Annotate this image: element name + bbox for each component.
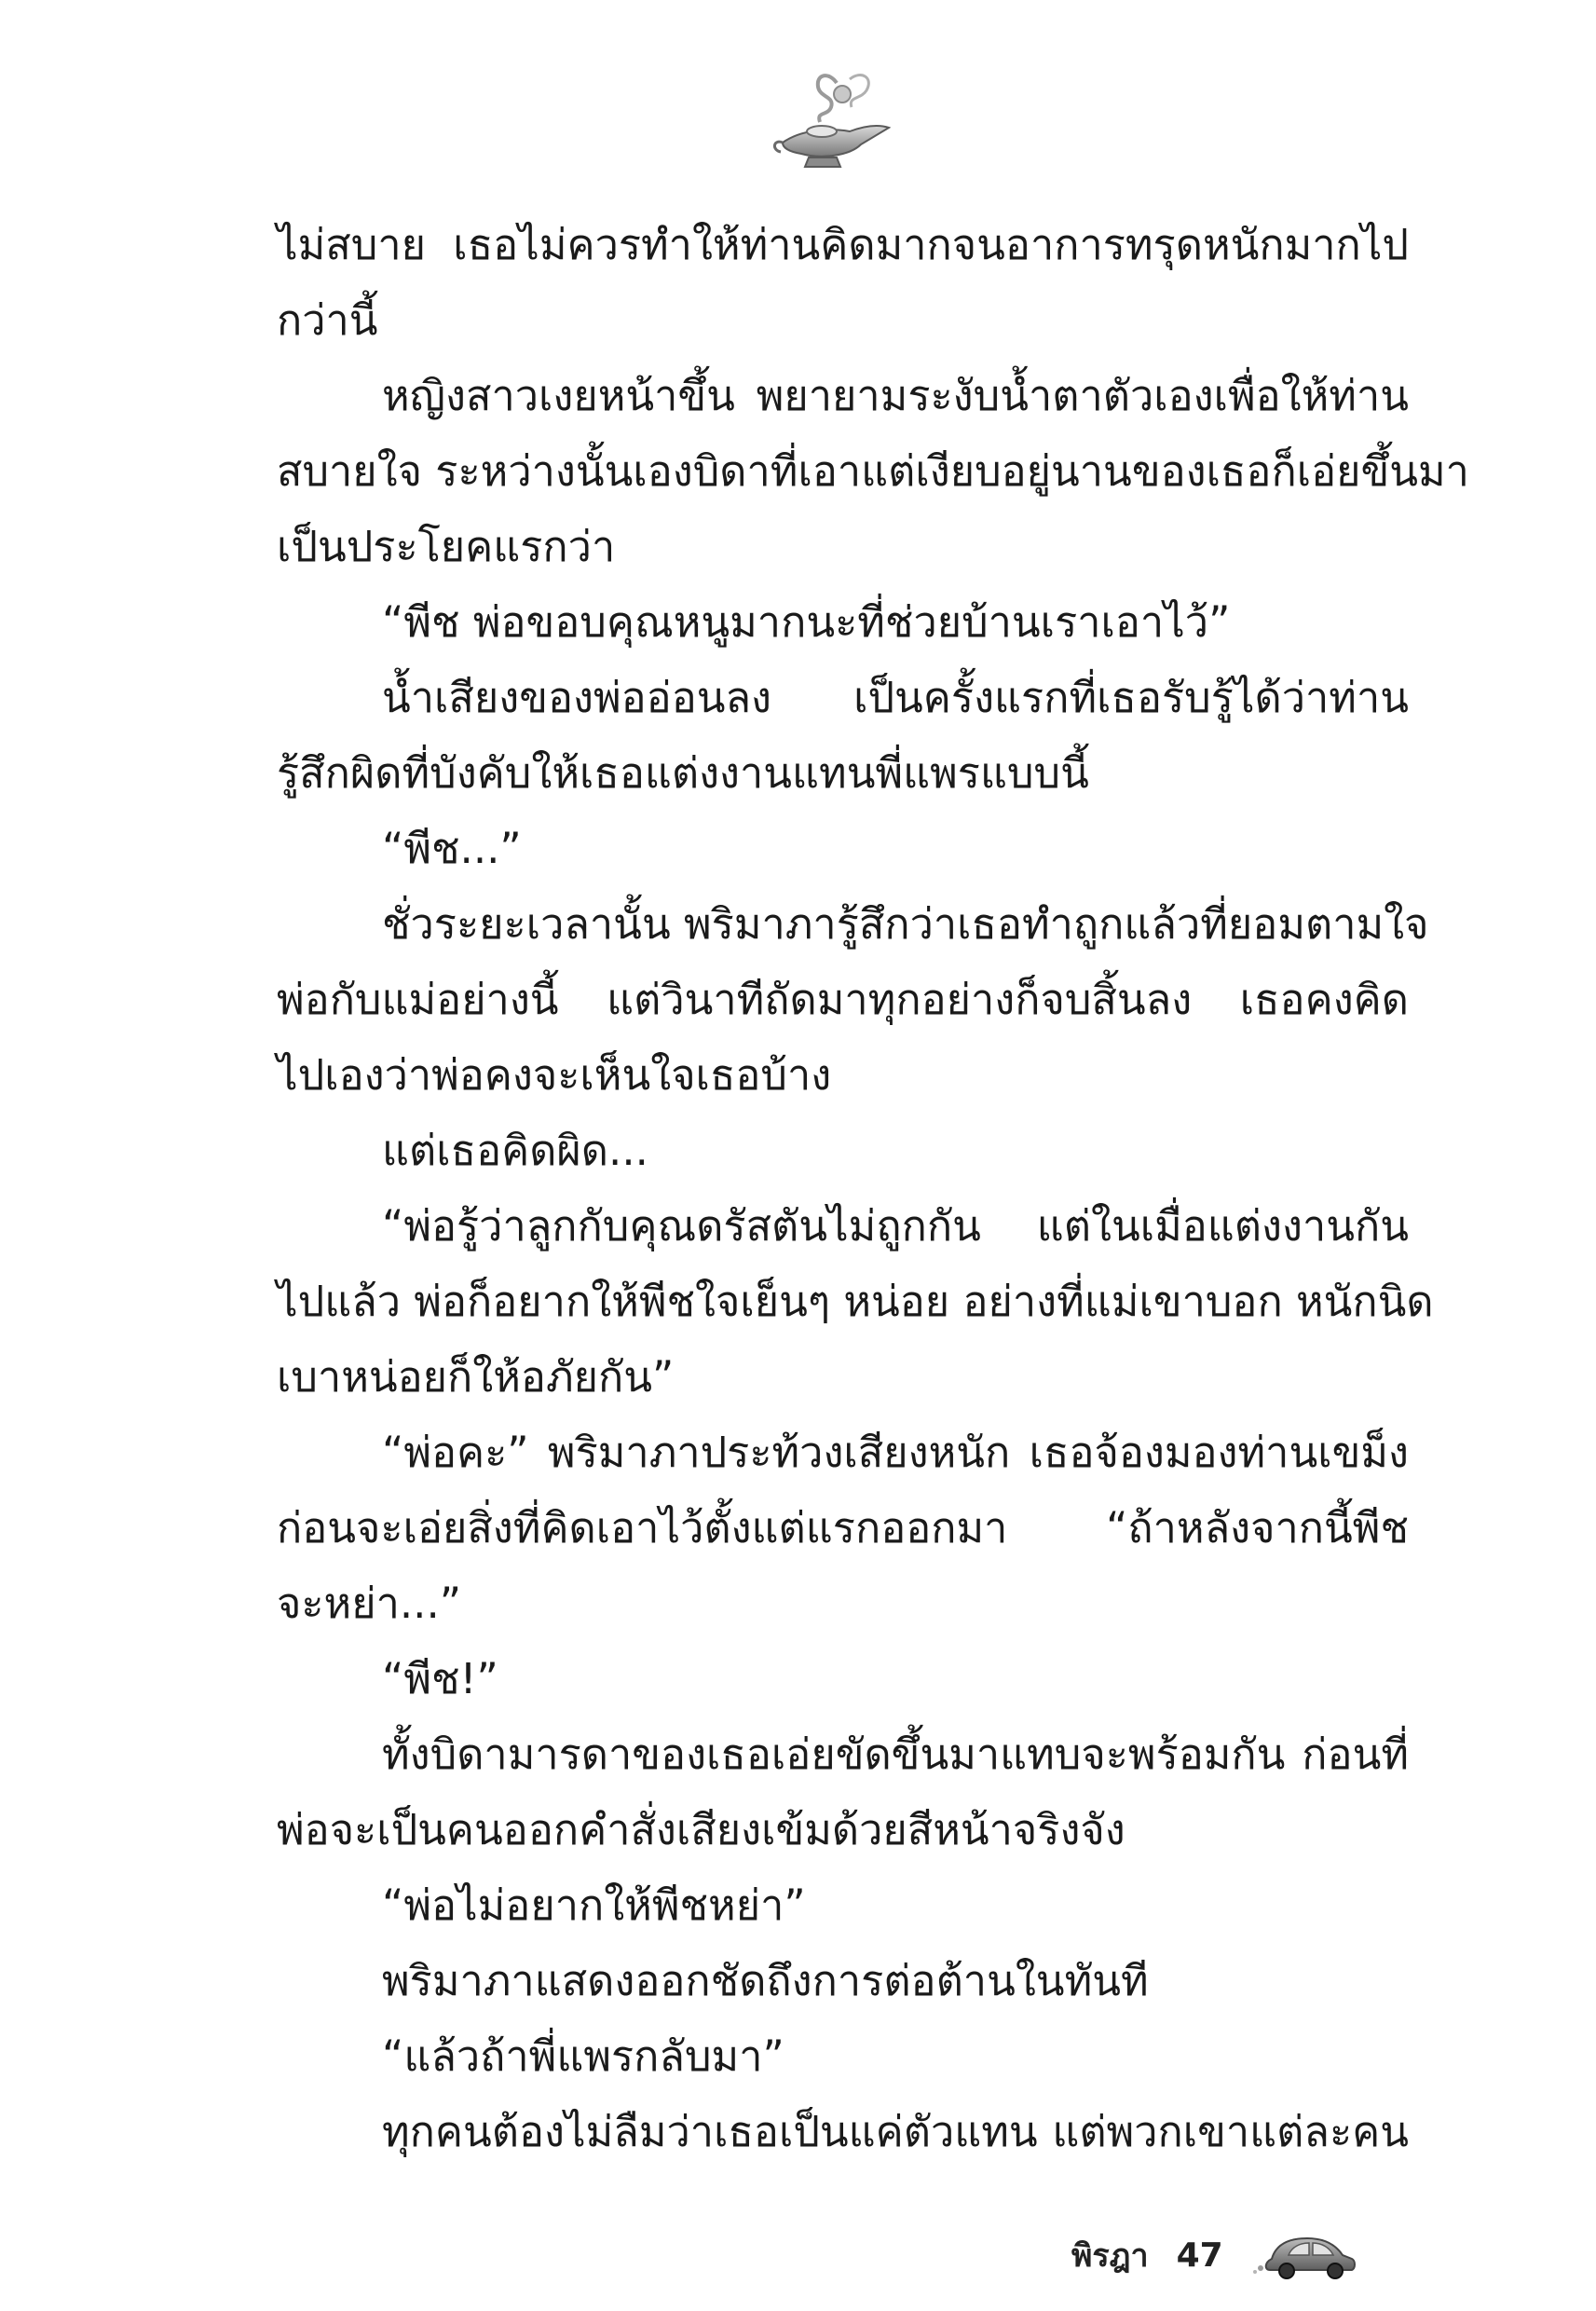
text-line: ชั่วระยะเวลานั้น พริมาภารู้สึกว่าเธอทำถูกแล้วที่ยอมตามใจ <box>382 899 1429 949</box>
text-line: รู้สึกผิดที่บังคับให้เธอแต่งงานแทนพี่แพรแบบนี้ <box>277 748 1089 798</box>
page-footer <box>1071 2222 1358 2288</box>
body-text <box>277 207 1469 2156</box>
text-line: เป็นประโยคแรกว่า <box>277 522 616 571</box>
text-line: พ่อจะเป็นคนออกคำสั่งเสียงเข้มด้วยสีหน้าจริงจัง <box>277 1805 1125 1854</box>
text-line: แต่เธอคิดผิด... <box>382 1126 648 1175</box>
text-line: หญิงสาวเงยหน้าขึ้น พยายามระงับน้ำตาตัวเองเพื่อให้ท่าน <box>382 371 1409 420</box>
text-line: “แล้วถ้าพี่แพรกลับมา” <box>382 2031 784 2081</box>
text-line: ไม่สบาย เธอไม่ควรทำให้ท่านคิดมากจนอาการทรุดหนักมากไป <box>277 220 1409 269</box>
text-line: ก่อนจะเอ่ยสิ่งที่คิดเอาไว้ตั้งแต่แรกออกมา “ถ้าหลังจากนี้พีช <box>277 1503 1409 1552</box>
text-line: น้ำเสียงของพ่ออ่อนลง เป็นครั้งแรกที่เธอรับรู้ได้ว่าท่าน <box>382 673 1409 722</box>
page-number: 47 <box>1176 2236 1223 2275</box>
text-line: พ่อกับแม่อย่างนี้ แต่วินาทีถัดมาทุกอย่างก็จบสิ้นลง เธอคงคิด <box>277 975 1409 1024</box>
text-line: สบายใจ ระหว่างนั้นเองบิดาที่เอาแต่เงียบอยู่นานของเธอก็เอ่ยขึ้นมา <box>277 446 1469 496</box>
text-line: เบาหน่อยก็ให้อภัยกัน” <box>277 1352 675 1402</box>
text-line: พริมาภาแสดงออกชัดถึงการต่อต้านในทันที <box>382 1956 1149 2005</box>
text-line: ทุกคนต้องไม่ลืมว่าเธอเป็นแค่ตัวแทน แต่พวกเขาแต่ละคน <box>382 2107 1409 2156</box>
car-icon <box>1251 2227 1358 2283</box>
text-line: ไปแล้ว พ่อก็อยากให้พีชใจเย็นๆ หน่อย อย่างที่แม่เขาบอก หนักนิด <box>277 1277 1434 1326</box>
text-line: “พีช พ่อขอบคุณหนูมากนะที่ช่วยบ้านเราเอาไว้” <box>382 597 1231 647</box>
text-line: กว่านี้ <box>277 295 378 345</box>
text-line: จะหย่า...” <box>277 1579 462 1628</box>
running-footer-title: พิรฎา <box>1071 2237 1149 2275</box>
text-line: “พ่อรู้ว่าลูกกับคุณดรัสตันไม่ถูกกัน แต่ในเมื่อแต่งงานกัน <box>382 1201 1409 1251</box>
text-line: “พ่อไม่อยากให้พีชหย่า” <box>382 1880 806 1930</box>
text-line: “พีช!” <box>382 1654 498 1703</box>
magic-lamp-icon <box>764 70 904 172</box>
text-line: “พ่อคะ” พริมาภาประท้วงเสียงหนัก เธอจ้องมองท่านเขม็ง <box>382 1428 1409 1477</box>
text-line: ไปเองว่าพ่อคงจะเห็นใจเธอบ้าง <box>277 1050 832 1100</box>
text-line: “พีช...” <box>382 824 522 873</box>
text-line: ทั้งบิดามารดาของเธอเอ่ยขัดขึ้นมาแทบจะพร้อมกัน ก่อนที่ <box>382 1730 1409 1779</box>
